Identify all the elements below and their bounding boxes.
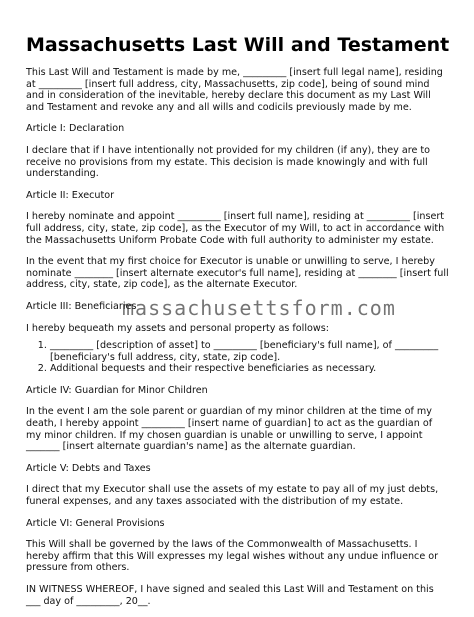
watermark: massachusettsform.com bbox=[122, 296, 396, 320]
article-6-text: This Will shall be governed by the laws of the Commonwealth of Massachusetts. I hereby affirm that this Will expresses my legal wishes without any undue influence or pressure from others. bbox=[26, 539, 439, 574]
article-2-text-2: In the event that my first choice for Executor is unable or unwilling to serve, I hereby nominate ________ [insert alternate executor's full name], residing at ________ [insert full address, city, state, zip code], as the alternate Executor. bbox=[26, 256, 449, 291]
document-title: Massachusetts Last Will and Testament bbox=[26, 34, 450, 56]
document-body bbox=[26, 67, 450, 617]
article-4-text: In the event I am the sole parent or guardian of my minor children at the time of my death, I hereby appoint _________ [insert name of guardian] to act as the guardian of my minor children. If my chosen guardian is unable or unwilling to serve, I appoint _______ [insert alternate guardian's name] as the alternate guardian. bbox=[26, 406, 433, 453]
bequest-item: 1. _________ [description of asset] to _________ [beneficiary's full name], of _________ [beneficiary's full address, city, state, zip code]. bbox=[50, 340, 450, 363]
bequest-item: 2. Additional bequests and their respective beneficiaries as necessary. bbox=[50, 363, 450, 375]
article-3-text: I hereby bequeath my assets and personal property as follows: bbox=[26, 322, 329, 334]
article-5-heading: Article V: Debts and Taxes bbox=[26, 462, 151, 474]
article-1-heading: Article I: Declaration bbox=[26, 123, 125, 135]
article-6-heading: Article VI: General Provisions bbox=[26, 517, 165, 529]
article-1-text: I declare that if I have intentionally not provided for my children (if any), they are to receive no provisions from my estate. This decision is made knowingly and with full understanding. bbox=[26, 144, 431, 180]
intro-paragraph: This Last Will and Testament is made by me, _________ [insert full legal name], residing at _________ [insert full address, city, Massachusetts, zip code], being of sound mind and in consideration of the inevitable, hereby declare this document as my Last Will and Testament and revoke any and all wills and codicils previously made by me. bbox=[26, 67, 443, 113]
article-4-heading: Article IV: Guardian for Minor Children bbox=[26, 384, 208, 396]
article-2-text-1: I hereby nominate and appoint _________ [insert full name], residing at _________ [insert full address, city, state, zip code], as the Executor of my Will, to act in accordance with the Massachusetts Uniform Probate Code with full authority to administer my estate. bbox=[26, 211, 445, 246]
witness-paragraph: IN WITNESS WHEREOF, I have signed and sealed this Last Will and Testament on this ___ day of _________, 20__. bbox=[26, 584, 434, 607]
article-2-heading: Article II: Executor bbox=[26, 189, 115, 201]
article-3-heading: Article III: Beneficiaries bbox=[26, 300, 137, 312]
article-5-text: I direct that my Executor shall use the assets of my estate to pay all of my just debts, funeral expenses, and any taxes associated with the distribution of my estate. bbox=[26, 484, 439, 508]
bequest-list bbox=[26, 340, 450, 375]
